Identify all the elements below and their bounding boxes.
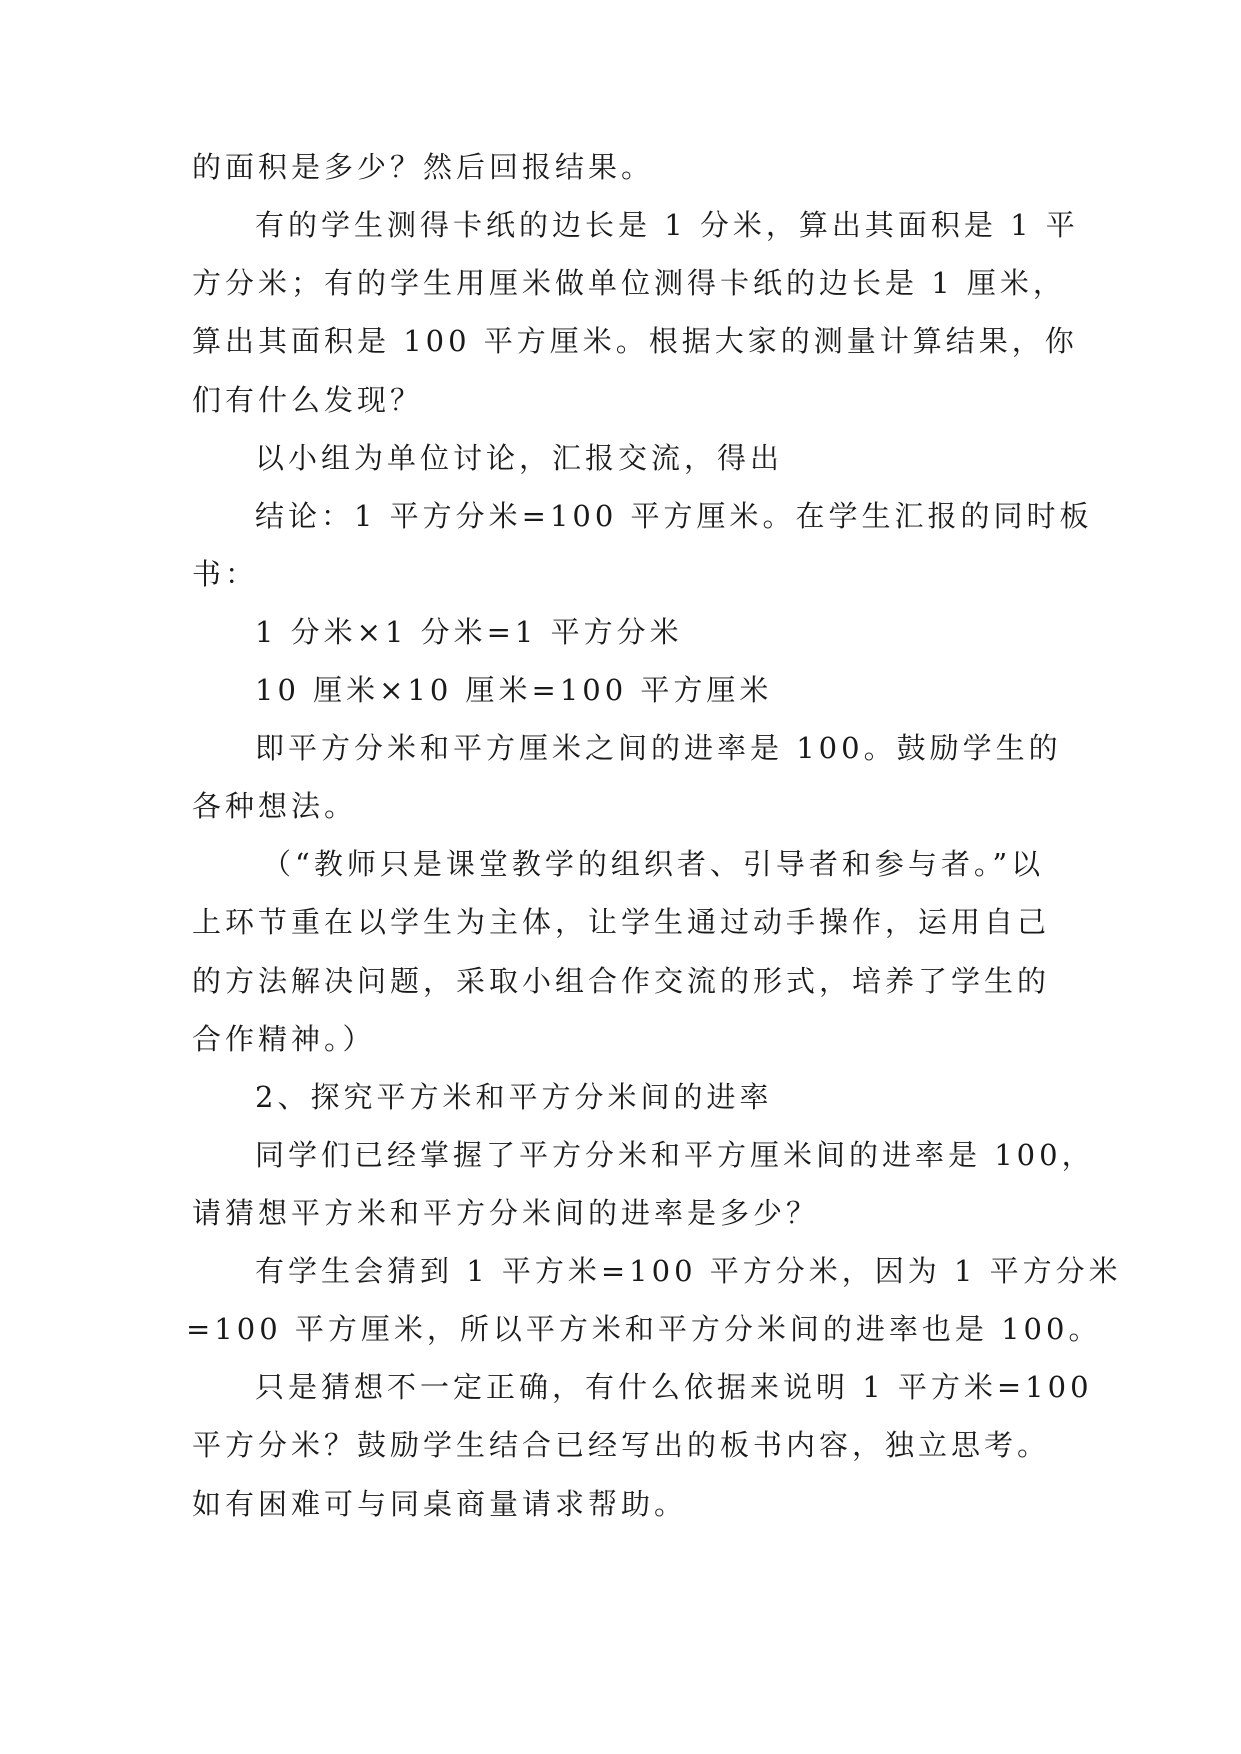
paragraph-line: 方分米；有的学生用厘米做单位测得卡纸的边长是 1 厘米， bbox=[192, 266, 1066, 300]
paragraph-line: 算出其面积是 100 平方厘米。根据大家的测量计算结果，你 bbox=[192, 324, 1078, 358]
paragraph-line: 同学们已经掌握了平方分米和平方厘米间的进率是 100， bbox=[255, 1138, 1095, 1172]
paragraph-line: 请猜想平方米和平方分米间的进率是多少？ bbox=[192, 1196, 820, 1230]
paragraph-line: 有的学生测得卡纸的边长是 1 分米，算出其面积是 1 平 bbox=[255, 208, 1079, 242]
paragraph-line: （“教师只是课堂教学的组织者、引导者和参与者。”以 bbox=[262, 847, 1045, 881]
paragraph-line: 的面积是多少？然后回报结果。 bbox=[192, 150, 655, 184]
formula-line: 1 分米×1 分米=1 平方分米 bbox=[255, 615, 683, 649]
paragraph-line: 合作精神。） bbox=[192, 1022, 376, 1056]
paragraph-line: 结论：1 平方分米=100 平方厘米。在学生汇报的同时板 bbox=[255, 499, 1093, 533]
paragraph-line: 如有困难可与同桌商量请求帮助。 bbox=[192, 1487, 688, 1521]
paragraph-line: =100 平方厘米，所以平方米和平方分米间的进率也是 100。 bbox=[186, 1312, 1102, 1346]
paragraph-line: 只是猜想不一定正确，有什么依据来说明 1 平方米=100 bbox=[255, 1370, 1093, 1404]
paragraph-line: 上环节重在以学生为主体，让学生通过动手操作，运用自己 bbox=[192, 905, 1051, 939]
paragraph-line: 有学生会猜到 1 平方米=100 平方分米，因为 1 平方分米 bbox=[255, 1254, 1122, 1288]
paragraph-line: 即平方分米和平方厘米之间的进率是 100。鼓励学生的 bbox=[255, 731, 1062, 765]
paragraph-line: 们有什么发现？ bbox=[192, 383, 424, 417]
paragraph-line: 平方分米？鼓励学生结合已经写出的板书内容，独立思考。 bbox=[192, 1428, 1051, 1462]
paragraph-line: 书： bbox=[192, 557, 259, 591]
formula-line: 10 厘米×10 厘米=100 平方厘米 bbox=[255, 673, 773, 707]
paragraph-line: 以小组为单位讨论，汇报交流，得出 bbox=[255, 441, 784, 475]
section-heading: 2、探究平方米和平方分米间的进率 bbox=[255, 1080, 773, 1114]
paragraph-line: 各种想法。 bbox=[192, 789, 358, 823]
paragraph-line: 的方法解决问题，采取小组合作交流的形式，培养了学生的 bbox=[192, 964, 1051, 998]
